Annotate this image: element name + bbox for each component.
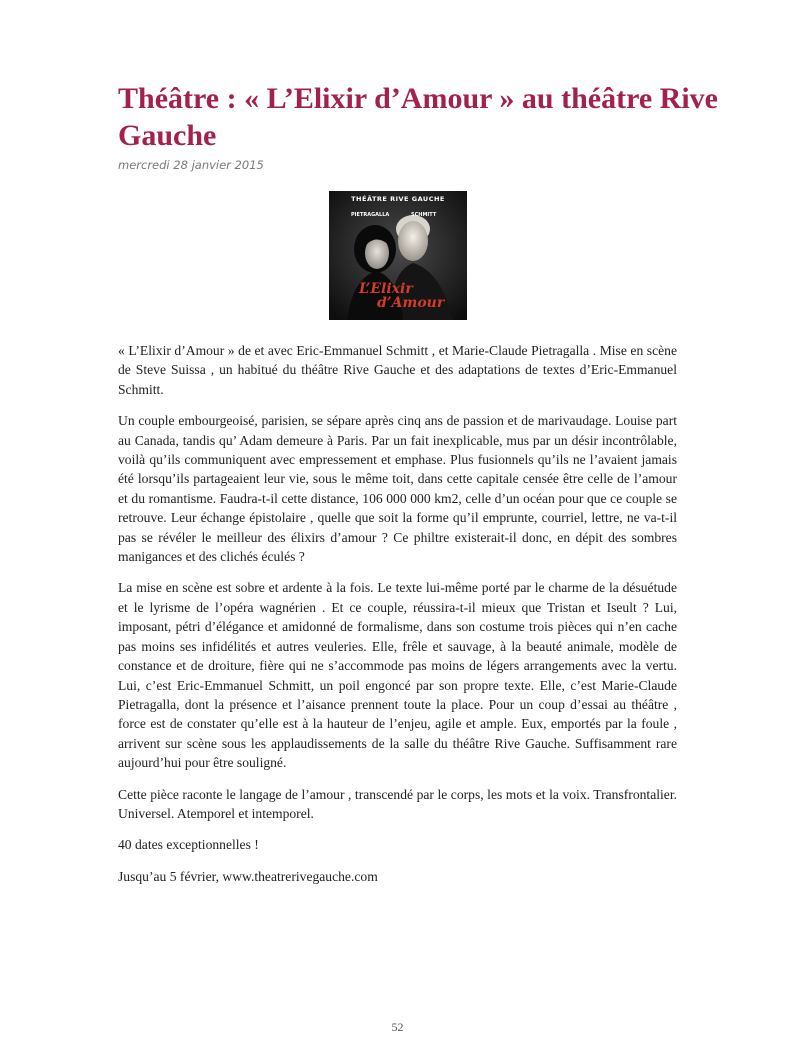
- show-poster: [329, 191, 467, 320]
- article-body: [118, 341, 677, 898]
- article-date: mercredi 28 janvier 2015: [118, 158, 264, 172]
- page-number: 52: [391, 1020, 404, 1034]
- paragraph-summary: Cette pièce raconte le langage de l’amour , transcendé par le corps, les mots et la voix. Transfrontalier. Universel. Atemporel et intemporel.: [118, 786, 677, 821]
- paragraph-story: Un couple embourgeoisé, parisien, se sépare après cinq ans de passion et de marivaudage. Louise part au Canada, tandis qu’ Adam demeure à Paris. Par un fait inexplicable, mus par un désir incontrôlable, voilà qu’ils communiquent avec empressement et emphase. Plus fusionnels qu’ils ne l’avaient jamais été lorsqu’ils partageaient leur vie, sous le même toit, dans cette capitale censée être celle de l’amour et du romantisme. Faudra-t-il cette distance, 106 000 000 km2, celle d’un océan pour que ce couple se retrouve. Leur échange épistolaire , quelle que soit la forme qu’il emprunte, courriel, lettre, ne va-t-il pas se révéler le meilleur des élixirs d’amour ? Ce philtre existerait-il donc, en dépit des sombres manigances et des clichés éculés ?: [118, 413, 677, 565]
- paragraph-intro: « L’Elixir d’Amour » de et avec Eric-Emmanuel Schmitt , et Marie-Claude Pietragalla . Mise en scène de Steve Suissa , un habitué du théâtre Rive Gauche et des adaptations de textes d’Eric-Emmanuel Schmitt.: [118, 343, 677, 397]
- paragraph-review: La mise en scène est sobre et ardente à la fois. Le texte lui-même porté par le charme de la désuétude et le lyrisme de l’opéra wagnérien . Et ce couple, réussira-t-il mieux que Tristan et Iseult ? Lui, imposant, pétri d’élégance et amidonné de formalisme, dans son costume trois pièces qui n’en cache pas moins ses infidélités et autres veuleries. Elle, frêle et sauvage, à la beauté animale, modèle de constance et de droiture, fière qui ne s’accommode pas moins de légers arrangements avec la vertu. Lui, c’est Eric-Emmanuel Schmitt, un poil engoncé par son propre texte. Elle, c’est Marie-Claude Pietragalla, dont la présence et l’aisance prennent toute la place. Pour un coup d’essai au théâtre , force est de constater qu’elle est à la hauteur de l’enjeu, agile et ample. Eux, emportés par la foule , arrivent sur scène sous les applaudissements de la salle du théâtre Rive Gauche. Suffisamment rare aujourd’hui pour être souligné.: [118, 580, 677, 771]
- poster-theatre-name: THÉÂTRE RIVE GAUCHE: [351, 195, 445, 203]
- poster-actor-right: SCHMITT: [411, 212, 437, 218]
- poster-show-title-line2: d’Amour: [377, 295, 445, 311]
- poster-show-title-line1: L’Elixir: [359, 281, 413, 297]
- paragraph-dates: 40 dates exceptionnelles !: [118, 837, 259, 853]
- poster-actor-left: PIETRAGALLA: [351, 212, 390, 218]
- man-face: [398, 221, 428, 261]
- article-title: Théâtre : « L’Elixir d’Amour » au théâtre Rive Gauche: [118, 82, 718, 152]
- paragraph-info: Jusqu’au 5 février, www.theatrerivegauche.com: [118, 868, 378, 884]
